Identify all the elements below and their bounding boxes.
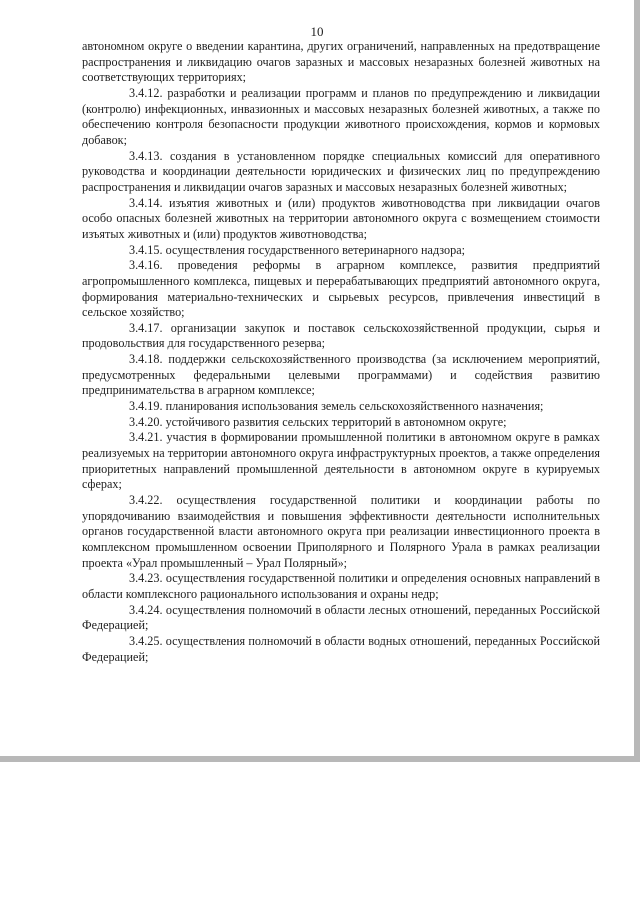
paragraph-3-4-17: 3.4.17. организации закупок и поставок сельскохозяйственной продукции, сырья и продовольствия для государственного резерва; xyxy=(82,320,600,351)
paragraph-3-4-23: 3.4.23. осуществления государственной политики и определения основных направлений в области комплексного рационального использования и охраны недр; xyxy=(82,571,600,601)
paragraph-3-4-12: 3.4.12. разработки и реализации программ и планов по предупреждению и ликвидации (контролю) инфекционных, инвазионных и массовых незаразных болезней животных, а также по обеспечению контроля безопасности продукции животного происхождения, кормов и кормовых добавок; xyxy=(82,85,600,147)
paragraph-continuation: автономном округе о введении карантина, других ограничений, направленных на предотвращение распространения и ликвидацию очагов заразных и массовых незаразных болезней животных на соответствующих территориях; xyxy=(82,39,600,85)
page-number: 10 xyxy=(310,24,324,39)
paragraph-3-4-13: 3.4.13. создания в установленном порядке специальных комиссий для оперативного руководства и координации деятельности юридических и физических лиц по предупреждению распространения и ликвидации очагов заразных и массовых незаразных болезней животных; xyxy=(82,148,600,194)
paragraph-3-4-21: 3.4.21. участия в формировании промышленной политики в автономном округе в рамках реализуемых на территории автономного округа инфраструктурных проектов, а также определения приоритетных направлений промышленной деятельности в автономном округе в курируемых сферах; xyxy=(82,430,600,492)
paragraph-3-4-14: 3.4.14. изъятия животных и (или) продуктов животноводства при ликвидации очагов особо опасных болезней животных на территории автономного округа с возмещением стоимости изъятых животных и (или) продуктов животноводства; xyxy=(82,195,600,241)
paragraph-3-4-22: 3.4.22. осуществления государственной политики и координации работы по упорядочиванию взаимодействия и повышения эффективности деятельности исполнительных органов государственной власти автономного округа при реализации инвестиционного проекта в комплексном промышленном освоении Приполярного и Полярного Урала в рамках реализации проекта «Урал промышленный – Урал Полярный»; xyxy=(82,493,600,570)
document-body xyxy=(82,39,600,665)
paragraph-3-4-24: 3.4.24. осуществления полномочий в области лесных отношений, переданных Российской Федерацией; xyxy=(82,602,600,633)
paragraph-3-4-19: 3.4.19. планирования использования земель сельскохозяйственного назначения; xyxy=(129,399,544,414)
paragraph-3-4-18: 3.4.18. поддержки сельскохозяйственного производства (за исключением мероприятий, предусмотренных федеральными целевыми программами) и содействия развитию предпринимательства в аграрном комплексе; xyxy=(82,352,600,398)
paragraph-3-4-15: 3.4.15. осуществления государственного ветеринарного надзора; xyxy=(129,242,466,257)
paragraph-3-4-20: 3.4.20. устойчивого развития сельских территорий в автономном округе; xyxy=(129,414,507,429)
paragraph-3-4-25: 3.4.25. осуществления полномочий в области водных отношений, переданных Российской Федерацией; xyxy=(82,633,600,664)
paragraph-3-4-16: 3.4.16. проведения реформы в аграрном комплексе, развития предприятий агропромышленного комплекса, пищевых и перерабатывающих предприятий автономного округа, формирования материально-технических и сырьевых ресурсов, привлечения инвестиций в сельское хозяйство; xyxy=(82,258,600,320)
